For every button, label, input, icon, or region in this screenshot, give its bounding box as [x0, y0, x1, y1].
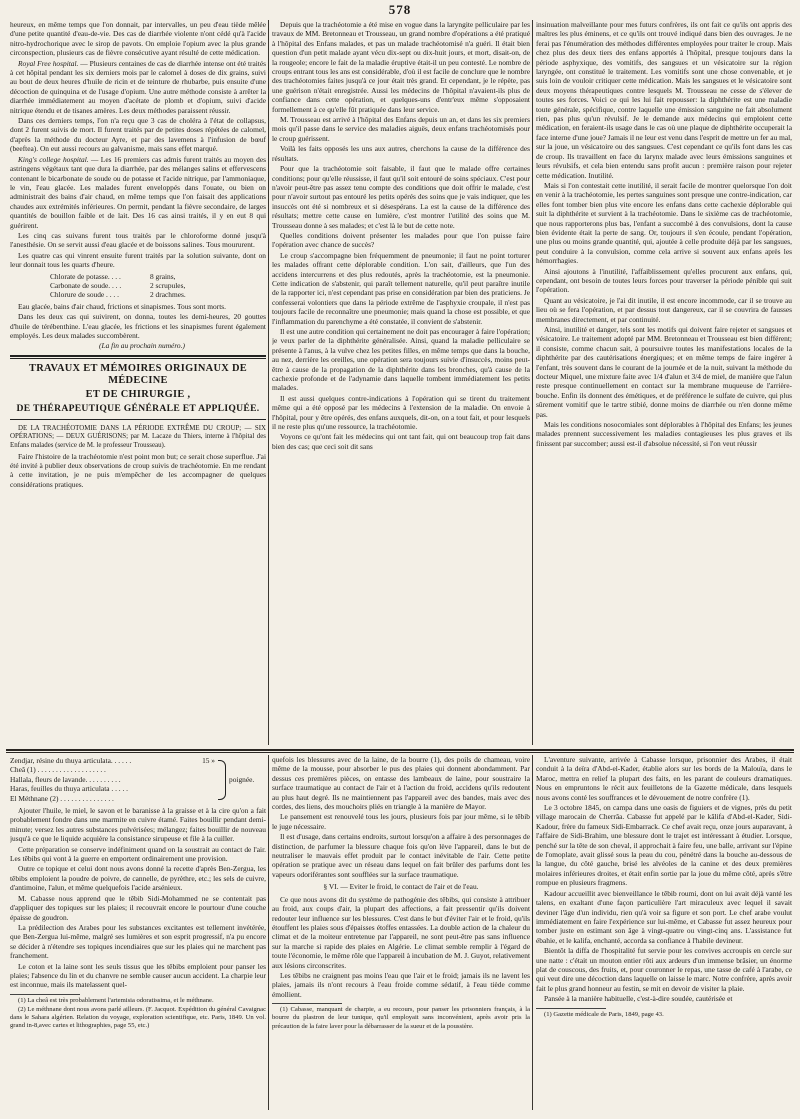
section-title: DE THÉRAPEUTIQUE GÉNÉRALE ET APPLIQUÉE.: [16, 402, 260, 414]
page-number: 578: [388, 2, 412, 17]
paragraph: Il est d'usage, dans certains endroits, surtout lorsqu'on a affaire à des personnages de distinction, de parfumer la blessure chaque fois qu'on lève l'appareil, dans le but de neutraliser le mauvais effet produit par le contact inévitable de l'air. Cette petite opération se pratique avec un réseau dans lequel on fait brûler des parfums dont les vapeurs odoriférantes sont soufflées sur la surface traumatique.: [272, 832, 530, 879]
paragraph: Quant au vésicatoire, je l'ai dit inutile, il est encore incommode, car il se trouve au lieu où se fera l'opération, et par dessus tout dangereux, car il se couvrira de fausses membranes directement, et par continuité.: [536, 295, 792, 324]
paragraph: [10, 59, 266, 115]
paragraph: Pour que la trachéotomie soit faisable, il faut que le malade offre certaines conditions; pour qu'elle réussisse, il faut qu'il soit entouré de soins spéciaux. C'est pour n'avoir peut-être pas assez tenu compte des conditions que doit offrir le malade, c'est pour n'avoir surtout pas entouré les petits opérés des soins que je vais indiquer, que les insuccès ont été si nombreux et si désespérans. La est la cause de la différence des résultats; mettre cette cause en lumière, c'est montrer l'utilité des soins que M. Trousseau donne à ses malades; et c'est là le but de cette note.: [272, 164, 530, 230]
paragraph: Les cinq cas suivans furent tous traités par le chloroforme donné jusqu'à l'anesthésie. On se servit aussi d'eau glacée et de boissons salines. Tous moururent.: [10, 230, 266, 250]
recipe-line: [10, 765, 215, 774]
section-title: TRAVAUX ET MÉMOIRES ORIGINAUX DE MÉDECINE: [28, 362, 248, 386]
dose-row: [50, 290, 266, 299]
dose-qty: 8 grains,: [150, 271, 176, 281]
dose-row: [50, 272, 266, 281]
paragraph: Eau glacée, bains d'air chaud, frictions et sinapismes. Tous sont morts.: [18, 301, 226, 311]
paragraph: Pansée à la manière habituelle, c'est-à-dire soudée, cautérisée et: [544, 994, 733, 1004]
ingredient: Zendjar, résine du thuya articulata. . . . . .: [10, 756, 132, 765]
paragraph: Quelles conditions doivent présenter les malades pour que l'on puisse faire l'opération avec chance de succès?: [272, 230, 530, 250]
paragraph: [10, 155, 266, 230]
dose-table: [50, 272, 266, 300]
paragraph: heureux, en même temps que l'on donnait, par intervalles, un peu d'eau tiède mêlée d'une petite quantité d'eau-de-vie. Des cas de diarrhée violente n'ont cédé qu'à l'acide nitro-hydrochorique avec le sirop de pavots. On emploie l'opium avec la plus grande circonspection, plusieurs cas de fièvre consécutive ayant résulté de cette médication.: [10, 20, 266, 58]
paragraph: Mais les conditions nosocomiales sont déplorables à l'hôpital des Enfans; les jeunes malades prennent successivement les maladies contagieuses les plus graves et ils finissent par succomber; aussi est-il d'absolue nécessité, si l'on veut réussir: [536, 420, 792, 448]
paragraph: Depuis que la trachéotomie a été mise en vogue dans la laryngite pelliculaire par les travaux de MM. Bretonneau et Trousseau, un grand nombre d'opérations a été pratiqué à l'hôpital des Enfans malades, et pas un malade trachéotomisé n'a guéri. Il était bien question d'un petit malade ayant vécu dix-sept ou dix-huit jours, et mort, disait-on, de la rougeole; encore le fait de la maladie éruptive était-il un peu contesté. Le nombre de croups entrant tous les ans est considérable, d'où il est facile de conclure que le nombre des trachéotomies faites jusqu'à ce jour était très grand. Et cependant, je le répète, pas une guérison n'était enregistrée. Aussi les médecins de l'hôpital n'avaient-ils plus de confiance dans cette opération, et quelques-uns d'entr'eux même s'opposaient formellement à ce qu'elle fût pratiquée dans leur service.: [272, 20, 530, 114]
section-rule: [10, 355, 266, 359]
footnote: (2) Le méthnane dont nous avons parlé ailleurs. (F. Jacquot. Expédition du général Cavaignac dans le Sahara algérien. Relation du voyage, exploration scientifique, etc. Paris, 1849. Un vol. grand in-8,avec cartes et lithographies, page 55, etc.): [10, 1005, 266, 1030]
footnote-rule: [536, 1008, 606, 1009]
footnote-rule: [272, 1003, 342, 1004]
ingredient: Cheâ (1) . . . . . . . . . . . . . . . . . . .: [10, 765, 106, 775]
dose-row: [50, 281, 266, 290]
feuilleton-rule-thin: [6, 752, 794, 753]
dose-qty: 2 scrupules,: [150, 280, 186, 290]
footnote: (1) Cabasse, manquant de charpie, a eu recours, pour panser les prisonniers français, à la bourre du plastron de leur tunique, qu'il employait sans inconvénient, après avoir pris la précaution de la faire laver pour la débarrasser de la sueur et de la poussière.: [272, 1006, 530, 1030]
dose-name: Chlorure de soude . . . .: [50, 290, 119, 300]
paragraph: Dans ces derniers temps, l'on n'a reçu que 3 cas de choléra à l'état de collapsus, dont 2 furent suivis de mort. Il furent traités par de petites doses répétées de calomel, d'après la méthode du docteur Ayre, et par des lavemens à l'infusion de bœuf (beeftea). On eut aussi recours au galvanisme, mais sans effet marqué.: [10, 116, 266, 154]
paragraph: Faire l'histoire de la trachéotomie n'est point mon but; ce serait chose superflue. J'ai été invité à publier deux observations de croup suivis de trachéotomie. En me rendant à cette invitation, je ne puis m'empêcher de les accompagner de quelques considérations pratiques.: [10, 451, 266, 489]
paragraph: insinuation malveillante pour mes futurs confrères, ils ont fait ce qu'ils ont appris des maîtres les plus éminens, et ce qu'ils ont trouvé indiqué dans bien des ouvrages. Je ne ferai pas l'énumération des méthodes différentes employées pour traiter le croup. Mais chez plus des deux tiers des enfans apportés à l'hôpital, presque toujours dans la période asphyxique, des vomitifs, des sangsues et un vésicatoire sur la région laryngée, ont constitué le traitement. Les vomitifs sont une chose convenable, et je suis loin de vouloir critiquer cette médication. Mais les sangsues et le vésicatoire sont deux moyens thérapeutiques contre lesquels M. Trousseau ne cesse de s'élever de toutes ses forces. Voici ce qui les lui fait repousser: la diphthérite est une maladie toute générale, spécifique, contre laquelle une émission sanguine ne fait absolument rien, pas plus qu'un révulsif. Je le demande aux médecins qui emploient cette médication, en feraient-ils usage dans le cas où une plaque de diphthérite occuperait la face interne d'une joue? Jamais il ne leur est venu dans l'esprit de mettre un fer au mal, sur la joue, un vésicatoire ou des sangsues. C'est cependant ce qu'ils font dans les cas de croup. Ils travaillent en face du larynx malade avec leurs émissions sanguines et leurs révulsifs, et cela bien entendu sans profit aucun : première raison pour rejeter cette médication. Inutilité.: [536, 20, 792, 180]
paragraph: Les quatre cas qui vinrent ensuite furent traités par la solution suivante, dont on leur donnait tous les quarts d'heure.: [10, 250, 266, 270]
section-title: ET DE CHIRURGIE ,: [85, 388, 191, 400]
column-divider: [268, 755, 269, 1110]
column-divider: [268, 20, 269, 745]
paragraph: Outre ce topique et celui dont nous avons donné la recette d'après Ben-Zergua, les têbibs emploient la poudre de poivre, de cannelle, de pyrèthre, etc.; les sels de cuivre, d'antimoine, l'alun, et même quelquefois l'acide arsénieux.: [10, 864, 266, 893]
section-rule: [10, 419, 266, 421]
paragraph: M. Cabasse nous apprend que le têbib Sidi-Mohammed ne se contentait pas d'appliquer des topiques sur les plaies; il recouvrait encore le pourtour d'une couche épaisse de goudron.: [10, 893, 266, 922]
footnote: (1) Gazette médicale de Paris, 1849, page 43.: [544, 1010, 664, 1018]
ingredient: El Méthnane (2) . . . . . . . . . . . . . . .: [10, 793, 114, 803]
recipe-quantity-note: poignée.: [229, 774, 255, 784]
paragraph: Le croup s'accompagne bien fréquemment de pneumonie; il faut ne point torturer les malades offrant cette déplorable condition. L'on sait, d'ailleurs, que l'un des accidens intercurrens et des plus redoutés, après la trachéotomie, est la pneumonie. Cette indication de s'abstenir, qui paraît tellement naturelle, qu'il peut paraître inutile de la rapporter ici, n'est cependant pas prise en considération par bien des praticiens. Je confesserai volontiers que dans la période extrême de l'asphyxie croupale, il n'est pas toujours facile de reconnaître une pneumonie; mais quand la chose est possible, et que l'inflammation du parenchyme a été constatée, il convient de s'abstenir.: [272, 250, 530, 326]
feuilleton-rule: [6, 749, 794, 751]
paragraph: Ce que nous avons dit du système de pathogénie des têbibs, qui consiste à attribuer au froid, aux coups d'air, la plupart des affections, a fait pressentir qu'ils doivent redouter leur influence sur les blessures. C'est dans le but d'éviter l'air et le froid, qu'ils étouffent les plaies sous d'épaisses étoffes entassées. La double action de la chaleur du climat et de la moiteur entretenue par l'appareil, ne sont peut-être pas sans influence sur la marche si rapide des plaies en Algérie. Le climat semble remplir à l'égard de toute l'économie, le même rôle que l'appareil à incubation de M. J. Guyot, relativement aux lésions circonscrites.: [272, 894, 530, 970]
ingredient-qty: 15 »: [202, 756, 215, 765]
paragraph: M. Trousseau est arrivé à l'hôpital des Enfans depuis un an, et dans les six premiers mois qu'il passe dans le service des maladies aiguës, deux enfans trachéotomisés pour le croup guérissent.: [272, 115, 530, 143]
column-bottom-1: [10, 755, 266, 1110]
paragraph: Voilà les faits opposés les uns aux autres, cherchons la cause de la différence des résultats.: [272, 144, 530, 163]
column-divider: [532, 20, 533, 745]
subsection-heading: § VI. — Eviter le froid, le contact de l'air et de l'eau.: [323, 882, 479, 892]
paragraph: quefois les blessures avec de la laine, de la bourre (1), des poils de chameau, voire même de la mousse, pour absorber le pus des plaies qui donnent abondamment. Par dessus ces premières pièces, on entasse des lambeaux de laine, pour soustraire la surface traumatique au contact de l'air et à l'action du froid, accidens qu'ils redoutent au plus haut degré. Ils ne maintiennent pas l'appareil avec des bandes, mais avec des cordes, des liens, des mouchoirs pliés en triangle à la manière de Mayor.: [272, 755, 530, 812]
article-title: DE LA TRACHÉOTOMIE DANS LA PÉRIODE EXTRÊME DU CROUP; — SIX OPÉRATIONS; — DEUX GUÉRISONS; par M. Lacaze du Thiers, interne à l'hôpital des Enfans malades (service de M. le professeur Trousseau).: [10, 424, 266, 449]
hospital-name: King's college hospital.: [18, 154, 89, 164]
recipe-list: [10, 756, 266, 803]
column-top-3: [536, 20, 792, 745]
paragraph-text: — Plusieurs centaines de cas de diarrhée intense ont été traités à cet hôpital pendant les six derniers mois par le calomel à doses de dix grains, suivi au bout de deux heures d'huile de ricin et de teinture de rhubarbe, puis ensuite d'une décoction de quinquina et de l'usage d'opium. Une autre méthode consiste à arrêter la diarrhée immédiatement au moyen d'acétate de plomb et d'opium, suivi d'acide nitrique étendu et de tisanes amères. Les deux méthodes paraissent réussir.: [10, 58, 266, 115]
footnote: (1) La cheâ est très probablement l'artemisia odoratissima, et le méthnane.: [18, 996, 214, 1004]
paragraph: Les têbibs ne craignent pas moins l'eau que l'air et le froid; jamais ils ne lavent les plaies, jamais ils n'ont recours à l'eau froide comme sédatif, à l'eau tiède comme émollient.: [272, 970, 530, 999]
column-top-1: [10, 20, 266, 745]
paragraph: Mais si l'on contestait cette inutilité, il serait facile de montrer quelorsque l'on doit en venir à la trachéotomie, les pertes sanguines sont presque une contre-indication, car elles font tomber bien plus vite encore les enfans dans cette cachexie déplorable qui suit la diphthérite et survient à la trachéotomie. Dans le sixième cas de trachéotomie, que nous rapporterons plus bas, l'enfant a succombé à des convulsions, dont la cause bien évidente était la perte de sang. Or, toujours il s'en écoule, pendant l'opération, une plus ou moins grande quantité, qui, ajoutée à celle produite déjà par les sangsues, peut conduire à la convulsion, comme cela arrive si souvent aux enfans après les hémorrhagies.: [536, 180, 792, 266]
paragraph: Cette préparation se conserve indéfiniment quand on la soustrait au contact de l'air. Les têbibs qui vont à la guerre en emportent ordinairement une provision.: [10, 844, 266, 864]
paragraph: La prédilection des Arabes pour les substances excitantes est tellement invétérée, que Ben-Zergua lui-même, malgré ses lumières et son esprit progressif, n'a pu encore se décider à n'étendre ses topiques incendiaires que sur les plaies qui ne marchent pas franchement.: [10, 922, 266, 961]
column-divider: [532, 755, 533, 1110]
paragraph: Le coton et la laine sont les seuls tissus que les têbibs emploient pour panser les plaies; l'absence du lin et du chanvre ne semble causer aucun accident. La charpie leur est inconnue, mais ils matelassent quel-: [10, 961, 266, 990]
paragraph: Kadour accueillit avec bienveillance le têbib roumi, dont on lui avait déjà vanté les talens, en exaltant d'une façon particulière l'art miraculeux avec lequel il savait deviner l'âge d'un individu, rien qu'à voir sa figure et son port. Le chef arabe voulut immédiatement en faire l'expérience sur lui-même, et Cabasse fut assez heureux pour tomber juste en estimant son âge à vingt-quatre ou vingt-cinq ans. L'assistance fut ébahie, et le kalifa, enchanté, accorda sa confiance à l'habile devineur.: [536, 888, 792, 945]
recipe-line: [10, 775, 215, 784]
paragraph: Il est aussi quelques contre-indications à l'opération qui se tirent du traitement même qui a été opposé par les médecins à l'extension de la maladie. On envoie à l'hôpital, pour y être opérés, des enfans auxquels, dit-on, on a tout fait, et pour lesquels il ne reste plus qu'une ressource, la trachéotomie.: [272, 393, 530, 432]
paragraph: Ajouter l'huile, le miel, le savon et le baranisse à la graisse et à la cire qu'on a fait probablement fondre dans une marmite en cuivre étamé. Faites bouillir pendant demi-minute; versez les autres substances pulvérisées; mélangez; faites bouillir de nouveau jusqu'à ce que le liquide acquière la consistance sirupeuse et file à la cuiller.: [10, 806, 266, 844]
paragraph-text: — Les 16 premiers cas admis furent traités au moyen des astringens végétaux tant que dura la diarrhée, par des mélanges salins et effervescens contenant le bicarbonate de soude ou de potasse et l'acide nitrique, par l'ammoniaque, le vin, l'eau glacée. Les malades furent enveloppés dans l'ouate, ou bien on administrait des bains d'air chaud, en même temps que l'on faisait des applications chaudes aux extrémités inférieures. On permit, pendant la fièvre secondaire, de larges quantités de bouillon faible et de lait. Des 16 cas ainsi traités, il y en eut 8 qui guérirent.: [10, 154, 266, 230]
recipe-lines: [10, 756, 215, 803]
recipe-line: [10, 756, 215, 765]
paragraph: Le 3 octobre 1845, on campa dans une oasis de figuiers et de vignes, près du petit village marocain de Cherrâa. Cabasse fut appelé par le kâlifa d'Abd-el-Kader, Sidi-Kadour, frère du fameux Sidi-Embarrack. Ce chef avait reçu, onze jours auparavant, à l'affaire de Sidi-Brahim, une blessure dont le trajet est intéressant à étudier. Lorsque, penché sur la tête de son cheval, il approchait à faire feu, une balle, arrivant sur l'épine de l'omoplate, avait glissé sous la peau du cou, pénétré dans la bouche au-dessous de la langue, du côté gauche, brisé les alvéoles de la canine et des deux premières molaires inférieures droites, et était enfin sortie par la joue du même côté, après s'être rompue en plusieurs fragmens.: [536, 803, 792, 888]
column-bottom-3: [536, 755, 792, 1110]
dose-name: Chlorate de potasse. . . .: [50, 271, 121, 281]
paragraph: Ainsi, inutilité et danger, tels sont les motifs qui doivent faire rejeter et sangsues et vésicatoire. Le traitement adopté par MM. Bretonneau et Trousseau est bien différent; il consiste, comme chacun sait, à poursuivre toutes les manifestations locales de la diphthérite par des cautérisations énergiques; et en même temps de faire ingérer à l'enfant, très souvent dans le courant de la journée et de la nuit, suivant la méthode du docteur Miquel, une mixture faite avec 1/4 d'alun et 3/4 de miel, de manière que l'alun reste presque continuellement en contact sur la membrane muqueuse de l'arrière-bouche. Enfin ils donnent des émétiques, et de préférence le sulfate de cuivre, qui plus sûrement vomitif que le tartre stibié, donne moins de diarrhée ou n'en donne même pas.: [536, 325, 792, 419]
paragraph: Voyons ce qu'ont fait les médecins qui ont tant fait, qui ont beaucoup trop fait dans bien des cas; que ceci soit dit sans: [272, 432, 530, 451]
ingredient: Hallala, fleurs de lavande. . . . . . . . . .: [10, 774, 121, 784]
paragraph: Il est une autre condition qui certainement ne doit pas encourager à faire l'opération; je veux parler de la diphthérite généralisée. Ainsi, quand la maladie pelliculaire se présente à l'anus, à la vulve chez les petites filles, en même temps que dans la bouche, au nez, derrière les oreilles, une opération sera toujours suivie d'insuccès, moins peut-être à cause de la propagation de la diphthérite dans les bronches, qu'à cause de la cachexie profonde et de l'adynamie dans laquelle tombent immédiatement les petits malades.: [272, 327, 530, 393]
column-bottom-2: [272, 755, 530, 1110]
paragraph: Bientôt la diffa de l'hospitalité fut servie pour les convives accroupis en cercle sur une natte : c'était un mouton entier rôti aux ardeurs d'un immense brâsier, un énorme plat de couscous, des fruits, et, pour couronner le repas, une tasse de café à l'arabe, ce qui veut dire une décoction dans laquelle on laisse le marc. Notre confrère, après avoir fait le plus grand honneur au festin, se mit en devoir de visiter la plaie.: [536, 946, 792, 993]
hospital-name: Royal Free hospital.: [18, 58, 79, 68]
continuation-note: (La fin au prochain numéro.): [99, 341, 185, 351]
brace: [218, 760, 226, 800]
paragraph: Le pansement est renouvelé tous les jours, plusieurs fois par jour même, si le têbib le juge nécessaire.: [272, 812, 530, 831]
dose-qty: 2 drachmes.: [150, 290, 186, 300]
recipe-line: [10, 794, 215, 803]
recipe-line: [10, 784, 215, 793]
column-top-2: [272, 20, 530, 745]
paragraph: L'aventure suivante, arrivée à Cabasse lorsque, prisonnier des Arabes, il était conduit à la deïra d'Abd-el-Kader, établie alors sur les bords de la Malouïa, dans le Maroc, mettra en relief la plupart des faits, en les parant de couleurs dramatiques. Nous en empruntons le récit aux feuilletons de la Gazette médicale, dans lesquels nous avons conté les souffrances et le dévouement de notre confrère (1).: [536, 755, 792, 802]
paragraph: Ainsi ajoutons à l'inutilité, l'affaiblissement qu'elles procurent aux enfans, qui, cependant, ont besoin de toutes leurs forces pour traverser la période pénible qui suit l'opération.: [536, 266, 792, 295]
paragraph: Dans les deux cas qui suivirent, on donna, toutes les demi-heures, 20 gouttes d'huile de térébenthine. L'eau glacée, les frictions et les sinapismes furent également employés. Les deux malades succombèrent.: [10, 312, 266, 340]
footnote-rule: [10, 994, 80, 995]
ingredient: Haras, feuilles du thuya articulata . . . . .: [10, 784, 129, 794]
dose-name: Carbonate de soude. . . .: [50, 280, 122, 290]
